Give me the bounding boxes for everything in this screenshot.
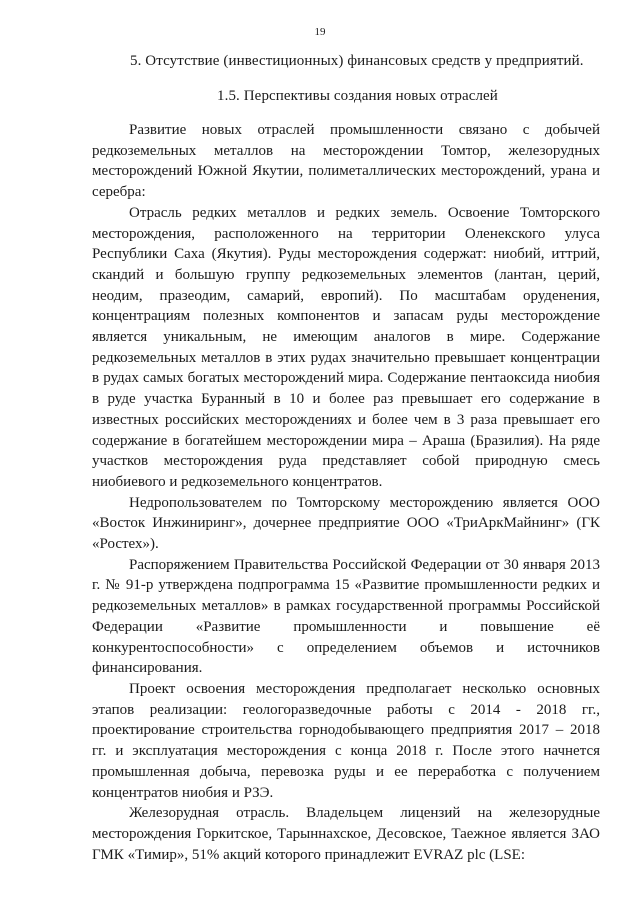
paragraph-subsoil-user: Недропользователем по Томторскому месторождению является ООО «Восток Инжиниринг», дочернее предприятие ООО «ТриАркМайнинг» (ГК «Ростех»). <box>92 494 600 553</box>
page-number: 19 <box>314 26 326 38</box>
paragraph-rare-metals: Отрасль редких металлов и редких земель. Освоение Томторского месторождения, расположенного на территории Оленекского улуса Республики Саха (Якутия). Руды месторождения содержат: ниобий, иттрий, скандий и большую группу редкоземельных элементов (лантан, церий, неодим, празеодим, самарий, европий). По масштабам оруденения, концентрациям полезных компонентов и запасам руды месторождение является уникальным, не имеющим аналогов в мире. Содержание редкоземельных металлов в этих рудах значительно превышает концентрации в рудах самых богатых месторождений мира. Содержание пентаоксида ниобия в руде участка Буранный в 10 и более раз превышает его содержание в известных российских месторождениях и более чем в 3 раза превышает его содержание в богатейшем месторождении мира – Араша (Бразилия). На ряде участков месторождения руда представляет собой природную смесь ниобиевого и редкоземельного концентратов. <box>92 204 600 490</box>
body-text <box>92 120 600 865</box>
paragraph-intro: Развитие новых отраслей промышленности связано с добычей редкоземельных металлов на месторождении Томтор, железорудных месторождений Южной Якутии, полиметаллических месторождений, урана и серебра: <box>92 122 600 201</box>
paragraph-government-order: Распоряжением Правительства Российской Федерации от 30 января 2013 г. № 91-р утверждена подпрограмма 15 «Развитие промышленности редких и редкоземельных металлов» в рамках государственной программы Российской Федерации «Развитие промышленности и повышение её конкурентоспособности» с определением объемов и источников финансирования. <box>92 556 600 677</box>
paragraph-project-stages: Проект освоения месторождения предполагает несколько основных этапов реализации: геологоразведочные работы с 2014 - 2018 гг., проектирование строительства горнодобывающего предприятия 2017 – 2018 гг. и эксплуатация месторождения с конца 2018 г. После этого начнется промышленная добыча, перевозка руды и ее переработка с получением концентратов ниобия и РЗЭ. <box>92 680 600 801</box>
section-heading: 1.5. Перспективы создания новых отраслей <box>217 88 498 104</box>
list-item-5: 5. Отсутствие (инвестиционных) финансовых средств у предприятий. <box>130 53 584 69</box>
paragraph-iron-ore: Железорудная отрасль. Владельцем лицензий на железорудные месторождения Горкитское, Тарыннахское, Десовское, Таежное является ЗАО ГМК «Тимир», 51% акций которого принадлежит EVRAZ plc (LSE: <box>92 805 600 863</box>
